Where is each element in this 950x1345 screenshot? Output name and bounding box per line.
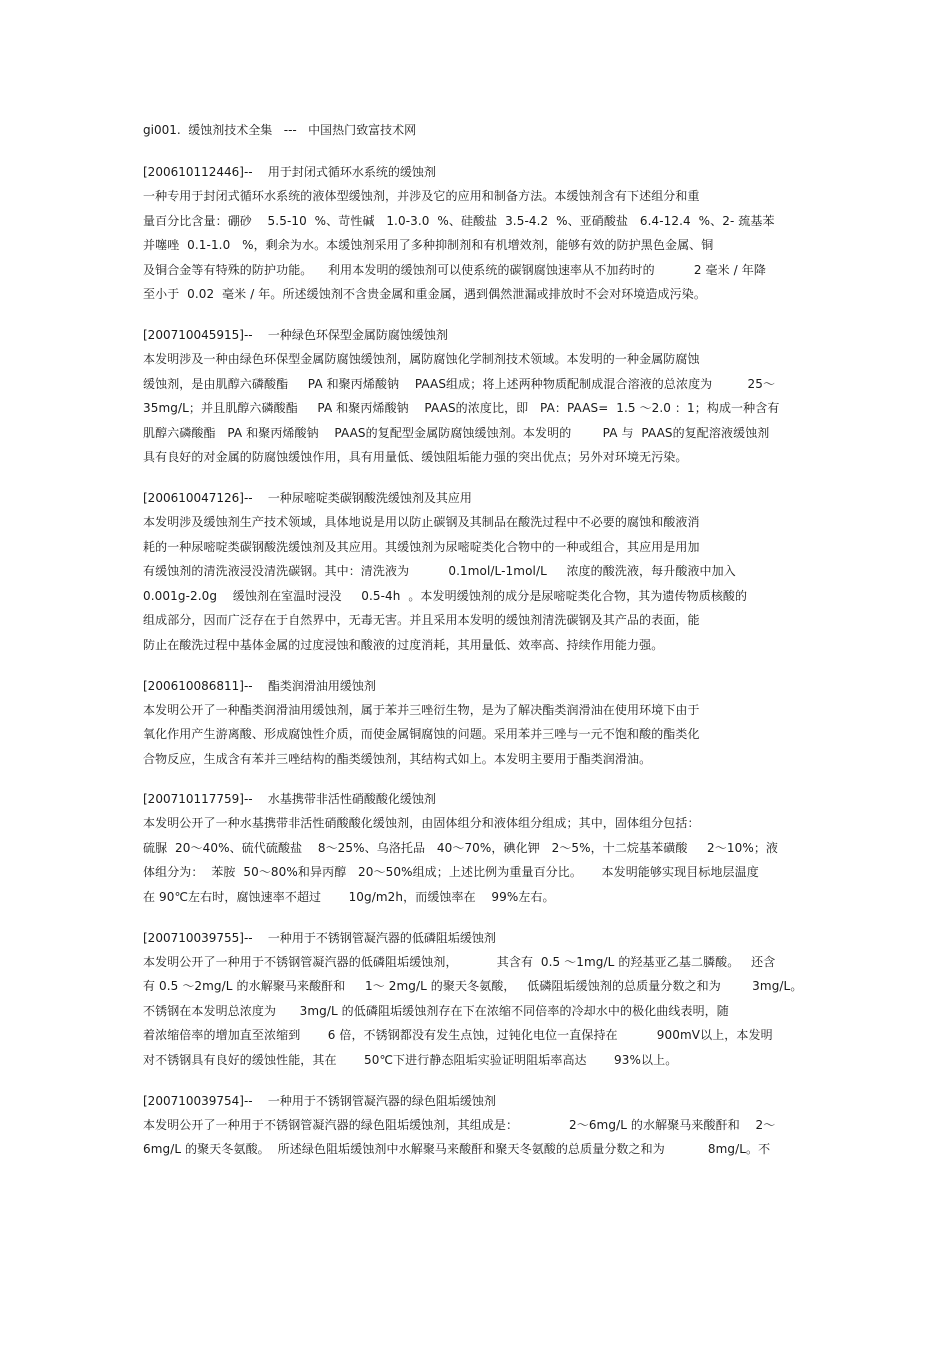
entry-text-line: 防止在酸洗过程中基体金属的过度浸蚀和酸液的过度消耗，其用量低、效率高、持续作用能力强。 — [143, 637, 664, 652]
entry-1 — [143, 160, 811, 307]
entry-text-line: 本发明公开了一种酯类润滑油用缓蚀剂，属于苯并三唑衍生物，是为了解决酯类润滑油在使用环境下由于 — [143, 702, 700, 717]
entry-text-line: 及铜合金等有特殊的防护功能。 利用本发明的缓蚀剂可以使系统的碳钢腐蚀速率从不加药时的 2 毫米 / 年降 — [143, 262, 766, 277]
entry-text-line: 量百分比含量：硼砂 5.5-10 %、苛性碱 1.0-3.0 %、硅酸盐 3.5-4.2 %、亚硝酸盐 6.4-12.4 %、2- 巯基苯 — [143, 213, 775, 228]
entry-4 — [143, 674, 811, 772]
entry-text-line: 35mg/L；并且肌醇六磷酸酯 PA 和聚丙烯酸钠 PAAS的浓度比，即 PA：PAAS= 1.5 ～2.0 ：1；构成一种含有 — [143, 401, 780, 416]
entry-text-line: 体组分为： 苯胺 50～80%和异丙醇 20～50%组成；上述比例为重量百分比。 本发明能够实现目标地层温度 — [143, 865, 759, 880]
entry-text-line: 6mg/L 的聚天冬氨酸。 所述绿色阻垢缓蚀剂中水解聚马来酸酐和聚天冬氨酸的总质量分数之和为 8mg/L。不 — [143, 1142, 771, 1157]
entry-text-line: 具有良好的对金属的防腐蚀缓蚀作用，具有用量低、缓蚀阻垢能力强的突出优点；另外对环境无污染。 — [143, 450, 688, 465]
entry-text-line: 本发明涉及一种由绿色环保型金属防腐蚀缓蚀剂，属防腐蚀化学制剂技术领域。本发明的一种金属防腐蚀 — [143, 351, 700, 366]
entry-header: [200710045915]-- 一种绿色环保型金属防腐蚀缓蚀剂 — [143, 327, 448, 342]
entry-5 — [143, 787, 811, 909]
entry-text-line: 对不锈钢具有良好的缓蚀性能，其在 50℃下进行静态阻垢实验证明阻垢率高达 93%以上。 — [143, 1053, 678, 1068]
entry-text-line: 不锈钢在本发明总浓度为 3mg/L 的低磷阻垢缓蚀剂存在下在浓缩不同倍率的冷却水中的极化曲线表明，随 — [143, 1003, 729, 1018]
entry-text-line: 耗的一种尿嘧啶类碳钢酸洗缓蚀剂及其应用。其缓蚀剂为尿嘧啶类化合物中的一种或组合，其应用是用加 — [143, 539, 700, 554]
entry-text-line: 有 0.5 ～2mg/L 的水解聚马来酸酐和 1～ 2mg/L 的聚天冬氨酸， 低磷阻垢缓蚀剂的总质量分数之和为 3mg/L。 — [143, 979, 803, 994]
entry-text-line: 本发明涉及缓蚀剂生产技术领域，具体地说是用以防止碳钢及其制品在酸洗过程中不必要的腐蚀和酸液消 — [143, 514, 700, 529]
entry-header: [200610086811]-- 酯类润滑油用缓蚀剂 — [143, 678, 376, 693]
document-page — [143, 118, 811, 1178]
entry-text-line: 组成部分，因而广泛存在于自然界中，无毒无害。并且采用本发明的缓蚀剂清洗碳钢及其产品的表面，能 — [143, 613, 700, 628]
entry-header: [200610047126]-- 一种尿嘧啶类碳钢酸洗缓蚀剂及其应用 — [143, 490, 472, 505]
entry-text-line: 有缓蚀剂的清洗液浸没清洗碳钢。其中：清洗液为 0.1mol/L-1mol/L 浓度的酸洗液，每升酸液中加入 — [143, 564, 736, 579]
entry-header: [200710039754]-- 一种用于不锈钢管凝汽器的绿色阻垢缓蚀剂 — [143, 1093, 496, 1108]
entry-header: [200710117759]-- 水基携带非活性硝酸酸化缓蚀剂 — [143, 792, 436, 807]
entry-text-line: 合物反应，生成含有苯并三唑结构的酯类缓蚀剂，其结构式如上。本发明主要用于酯类润滑油。 — [143, 751, 652, 766]
entry-text-line: 本发明公开了一种用于不锈钢管凝汽器的低磷阻垢缓蚀剂， 其含有 0.5 ～1mg/L 的羟基亚乙基二膦酸。 还含 — [143, 954, 776, 969]
entry-text-line: 本发明公开了一种水基携带非活性硝酸酸化缓蚀剂，由固体组分和液体组分组成；其中，固体组分包括： — [143, 816, 700, 831]
entry-3 — [143, 486, 811, 658]
entry-text-line: 硫脲 20～40%、硫代硫酸盐 8～25%、乌洛托品 40～70%，碘化钾 2～5%，十二烷基苯磺酸 2～10%；液 — [143, 840, 779, 855]
entry-6 — [143, 926, 811, 1073]
entry-text-line: 着浓缩倍率的增加直至浓缩到 6 倍，不锈钢都没有发生点蚀，过钝化电位一直保持在 900mV以上，本发明 — [143, 1028, 773, 1043]
entry-text-line: 肌醇六磷酸酯 PA 和聚丙烯酸钠 PAAS的复配型金属防腐蚀缓蚀剂。本发明的 PA 与 PAAS的复配溶液缓蚀剂 — [143, 425, 770, 440]
entry-text-line: 本发明公开了一种用于不锈钢管凝汽器的绿色阻垢缓蚀剂，其组成是： 2～6mg/L 的水解聚马来酸酐和 2～ — [143, 1117, 776, 1132]
entry-text-line: 氧化作用产生游离酸、形成腐蚀性介质，而使金属铜腐蚀的问题。采用苯并三唑与一元不饱和酸的酯类化 — [143, 727, 700, 742]
entry-text-line: 至小于 0.02 毫米 / 年。所述缓蚀剂不含贵金属和重金属，遇到偶然泄漏或排放时不会对环境造成污染。 — [143, 287, 706, 302]
entry-text-line: 并噻唑 0.1-1.0 %，剩余为水。本缓蚀剂采用了多种抑制剂和有机增效剂，能够有效的防护黑色金属、铜 — [143, 238, 714, 253]
entry-text-line: 一种专用于封闭式循环水系统的液体型缓蚀剂，并涉及它的应用和制备方法。本缓蚀剂含有下述组分和重 — [143, 189, 700, 203]
document-title: gi001. 缓蚀剂技术全集 --- 中国热门致富技术网 — [143, 123, 417, 137]
entry-header: [200610112446]-- 用于封闭式循环水系统的缓蚀剂 — [143, 165, 436, 179]
entry-2 — [143, 323, 811, 470]
entry-text-line: 缓蚀剂，是由肌醇六磷酸酯 PA 和聚丙烯酸钠 PAAS组成；将上述两种物质配制成混合溶液的总浓度为 25～ — [143, 376, 776, 391]
entry-text-line: 0.001g-2.0g 缓蚀剂在室温时浸没 0.5-4h 。本发明缓蚀剂的成分是尿嘧啶类化合物，其为遗传物质核酸的 — [143, 588, 748, 603]
entry-7 — [143, 1089, 811, 1162]
entry-text-line: 在 90℃左右时，腐蚀速率不超过 10g/m2h，而缓蚀率在 99%左右。 — [143, 890, 555, 905]
entry-header: [200710039755]-- 一种用于不锈钢管凝汽器的低磷阻垢缓蚀剂 — [143, 930, 496, 945]
